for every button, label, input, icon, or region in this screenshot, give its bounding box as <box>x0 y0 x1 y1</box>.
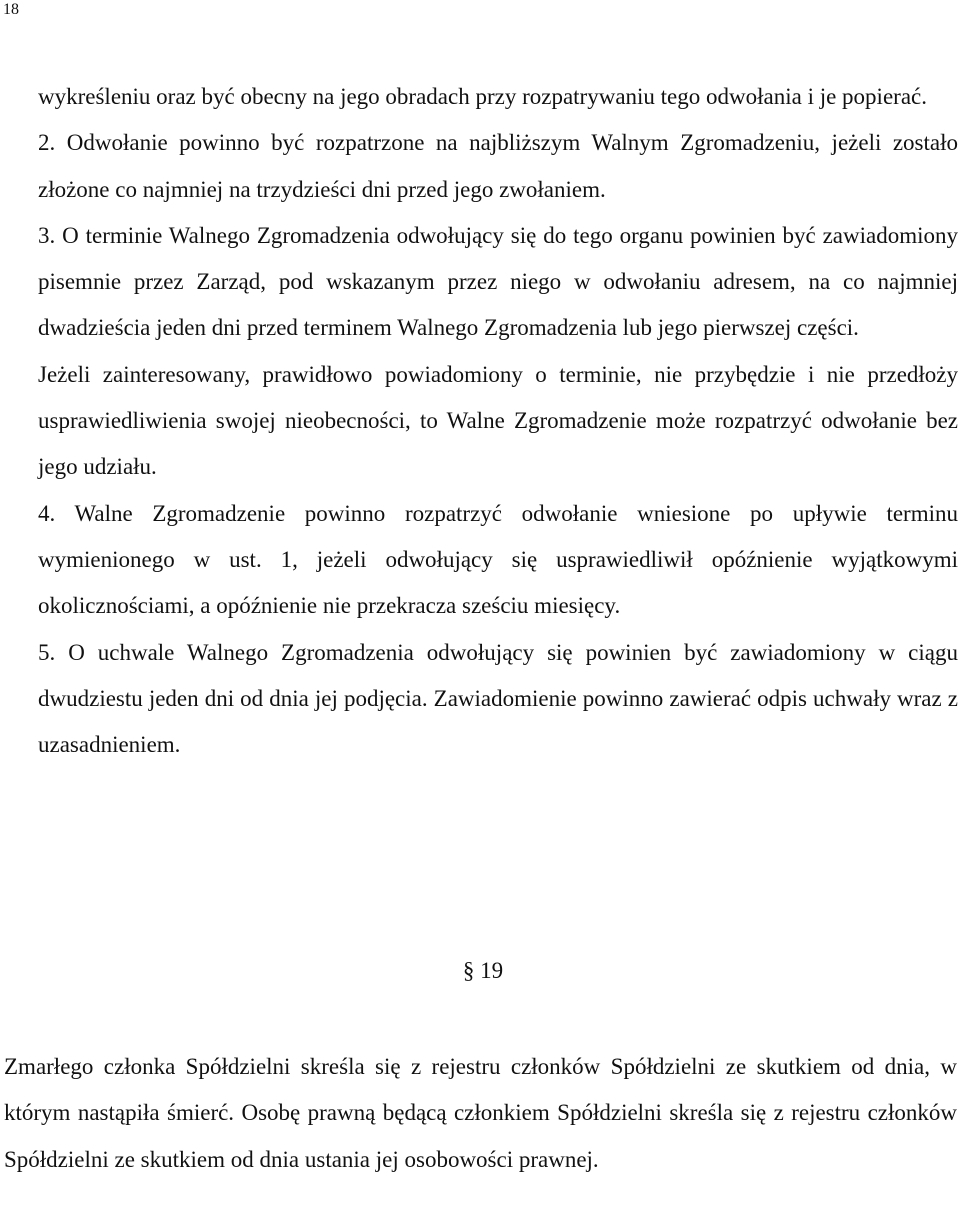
section-body <box>4 1044 957 1183</box>
paragraph-item-2: 2. Odwołanie powinno być rozpatrzone na najbliższym Walnym Zgromadzeniu, jeżeli zostało złożone co najmniej na trzydzieści dni przed jego zwołaniem. <box>38 130 958 202</box>
paragraph-item-3: 3. O terminie Walnego Zgromadzenia odwołujący się do tego organu powinien być zawiadomiony pisemnie przez Zarząd, pod wskazanym przez niego w odwołaniu adresem, na co najmniej dwadzieścia jeden dni przed terminem Walnego Zgromadzenia lub jego pierwszej części. <box>38 222 958 341</box>
document-body <box>38 74 958 768</box>
paragraph-continuation: wykreśleniu oraz być obecny na jego obradach przy rozpatrywaniu tego odwołania i je popierać. <box>38 84 927 109</box>
paragraph-item-3-continued: Jeżeli zainteresowany, prawidłowo powiadomiony o terminie, nie przybędzie i nie przedłoży usprawiedliwienia swojej nieobecności, to Walne Zgromadzenie może rozpatrzyć odwołanie bez jego udziału. <box>38 361 958 480</box>
section-paragraph: Zmarłego członka Spółdzielni skreśla się z rejestru członków Spółdzielni ze skutkiem od dnia, w którym nastąpiła śmierć. Osobę prawną będącą członkiem Spółdzielni skreśla się z rejestru członków Spółdzielni ze skutkiem od dnia ustania jej osobowości prawnej. <box>4 1054 957 1172</box>
paragraph-item-5: 5. O uchwale Walnego Zgromadzenia odwołujący się powinien być zawiadomiony w ciągu dwudziestu jeden dni od dnia jej podjęcia. Zawiadomienie powinno zawierać odpis uchwały wraz z uzasadnieniem. <box>38 639 958 758</box>
paragraph-item-4: 4. Walne Zgromadzenie powinno rozpatrzyć odwołanie wniesione po upływie terminu wymienionego w ust. 1, jeżeli odwołujący się usprawiedliwił opóźnienie wyjątkowymi okolicznościami, a opóźnienie nie przekracza sześciu miesięcy. <box>38 500 958 619</box>
page-number: 18 <box>3 1 19 18</box>
section-heading: § 19 <box>462 958 504 983</box>
